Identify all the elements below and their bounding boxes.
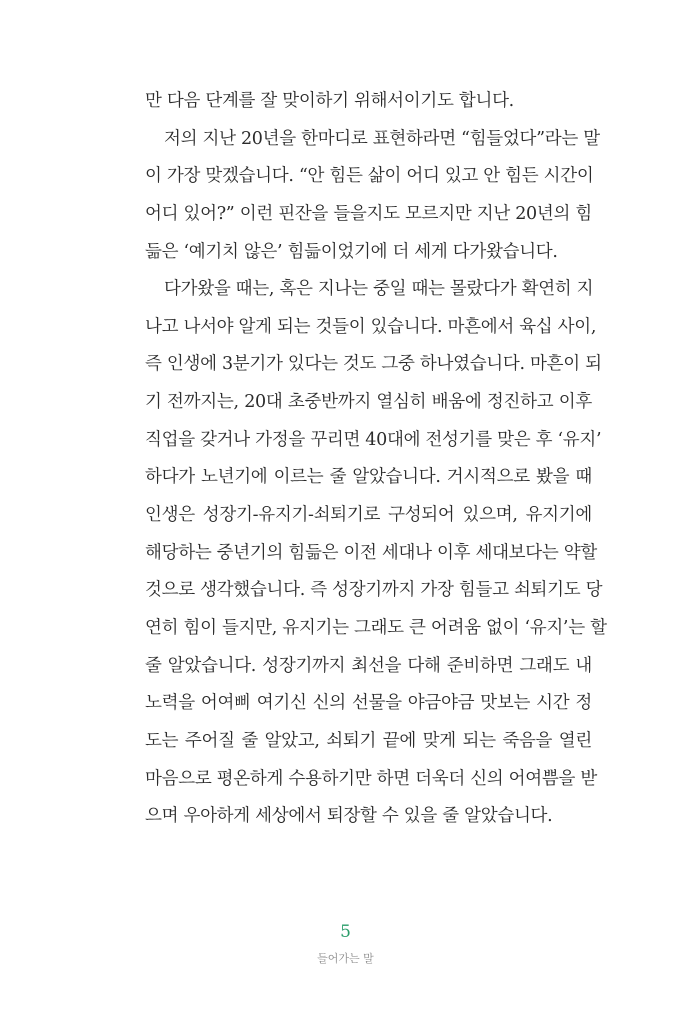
text-line: 하다가 노년기에 이르는 줄 알았습니다. 거시적으로 봤을 때 (145, 467, 592, 488)
body-text (145, 86, 607, 839)
text-line: 해당하는 중년기의 힘듦은 이전 세대나 이후 세대보다는 약할 (145, 542, 597, 563)
page-number: 5 (340, 922, 351, 942)
text-line: 노력을 어여삐 여기신 신의 선물을 야금야금 맛보는 시간 정 (145, 693, 592, 714)
text-line: 인생은 성장기-유지기-쇠퇴기로 구성되어 있으며, 유지기에 (145, 505, 592, 526)
text-line: 저의 지난 20년을 한마디로 표현하라면 “힘들었다”라는 말 (164, 128, 600, 149)
text-line: 만 다음 단계를 잘 맞이하기 위해서이기도 합니다. (145, 91, 514, 111)
text-line: 이 가장 맞겠습니다. “안 힘든 삶이 어디 있고 안 힘든 시간이 (145, 166, 594, 187)
running-footer: 들어가는 말 (317, 952, 374, 965)
text-line: 다가왔을 때는, 혹은 지나는 중일 때는 몰랐다가 확연히 지 (164, 279, 594, 300)
text-line: 연히 힘이 들지만, 유지기는 그래도 큰 어려움 없이 ‘유지’는 할 (145, 617, 607, 638)
text-line: 도는 주어질 줄 알았고, 쇠퇴기 끝에 맞게 되는 죽음을 열린 (145, 730, 592, 751)
text-line: 듦은 ‘예기치 않은’ 힘듦이었기에 더 세게 다가왔습니다. (145, 241, 558, 262)
text-line: 으며 우아하게 세상에서 퇴장할 수 있을 줄 알았습니다. (145, 806, 553, 827)
text-line: 기 전까지는, 20대 초중반까지 열심히 배움에 정진하고 이후 (145, 392, 592, 413)
text-line: 마음으로 평온하게 수용하기만 하면 더욱더 신의 어여쁨을 받 (145, 768, 597, 789)
text-line: 나고 나서야 알게 되는 것들이 있습니다. 마흔에서 육십 사이, (145, 316, 597, 337)
text-line: 어디 있어?” 이런 핀잔을 들을지도 모르지만 지난 20년의 힘 (145, 203, 592, 224)
text-line: 직업을 갖거나 가정을 꾸리면 40대에 전성기를 맞은 후 ‘유지’ (145, 429, 602, 450)
text-line: 것으로 생각했습니다. 즉 성장기까지 가장 힘들고 쇠퇴기도 당 (145, 580, 603, 601)
text-line: 즉 인생에 3분기가 있다는 것도 그중 하나였습니다. 마흔이 되 (145, 354, 602, 375)
text-line: 줄 알았습니다. 성장기까지 최선을 다해 준비하면 그래도 내 (145, 655, 592, 676)
